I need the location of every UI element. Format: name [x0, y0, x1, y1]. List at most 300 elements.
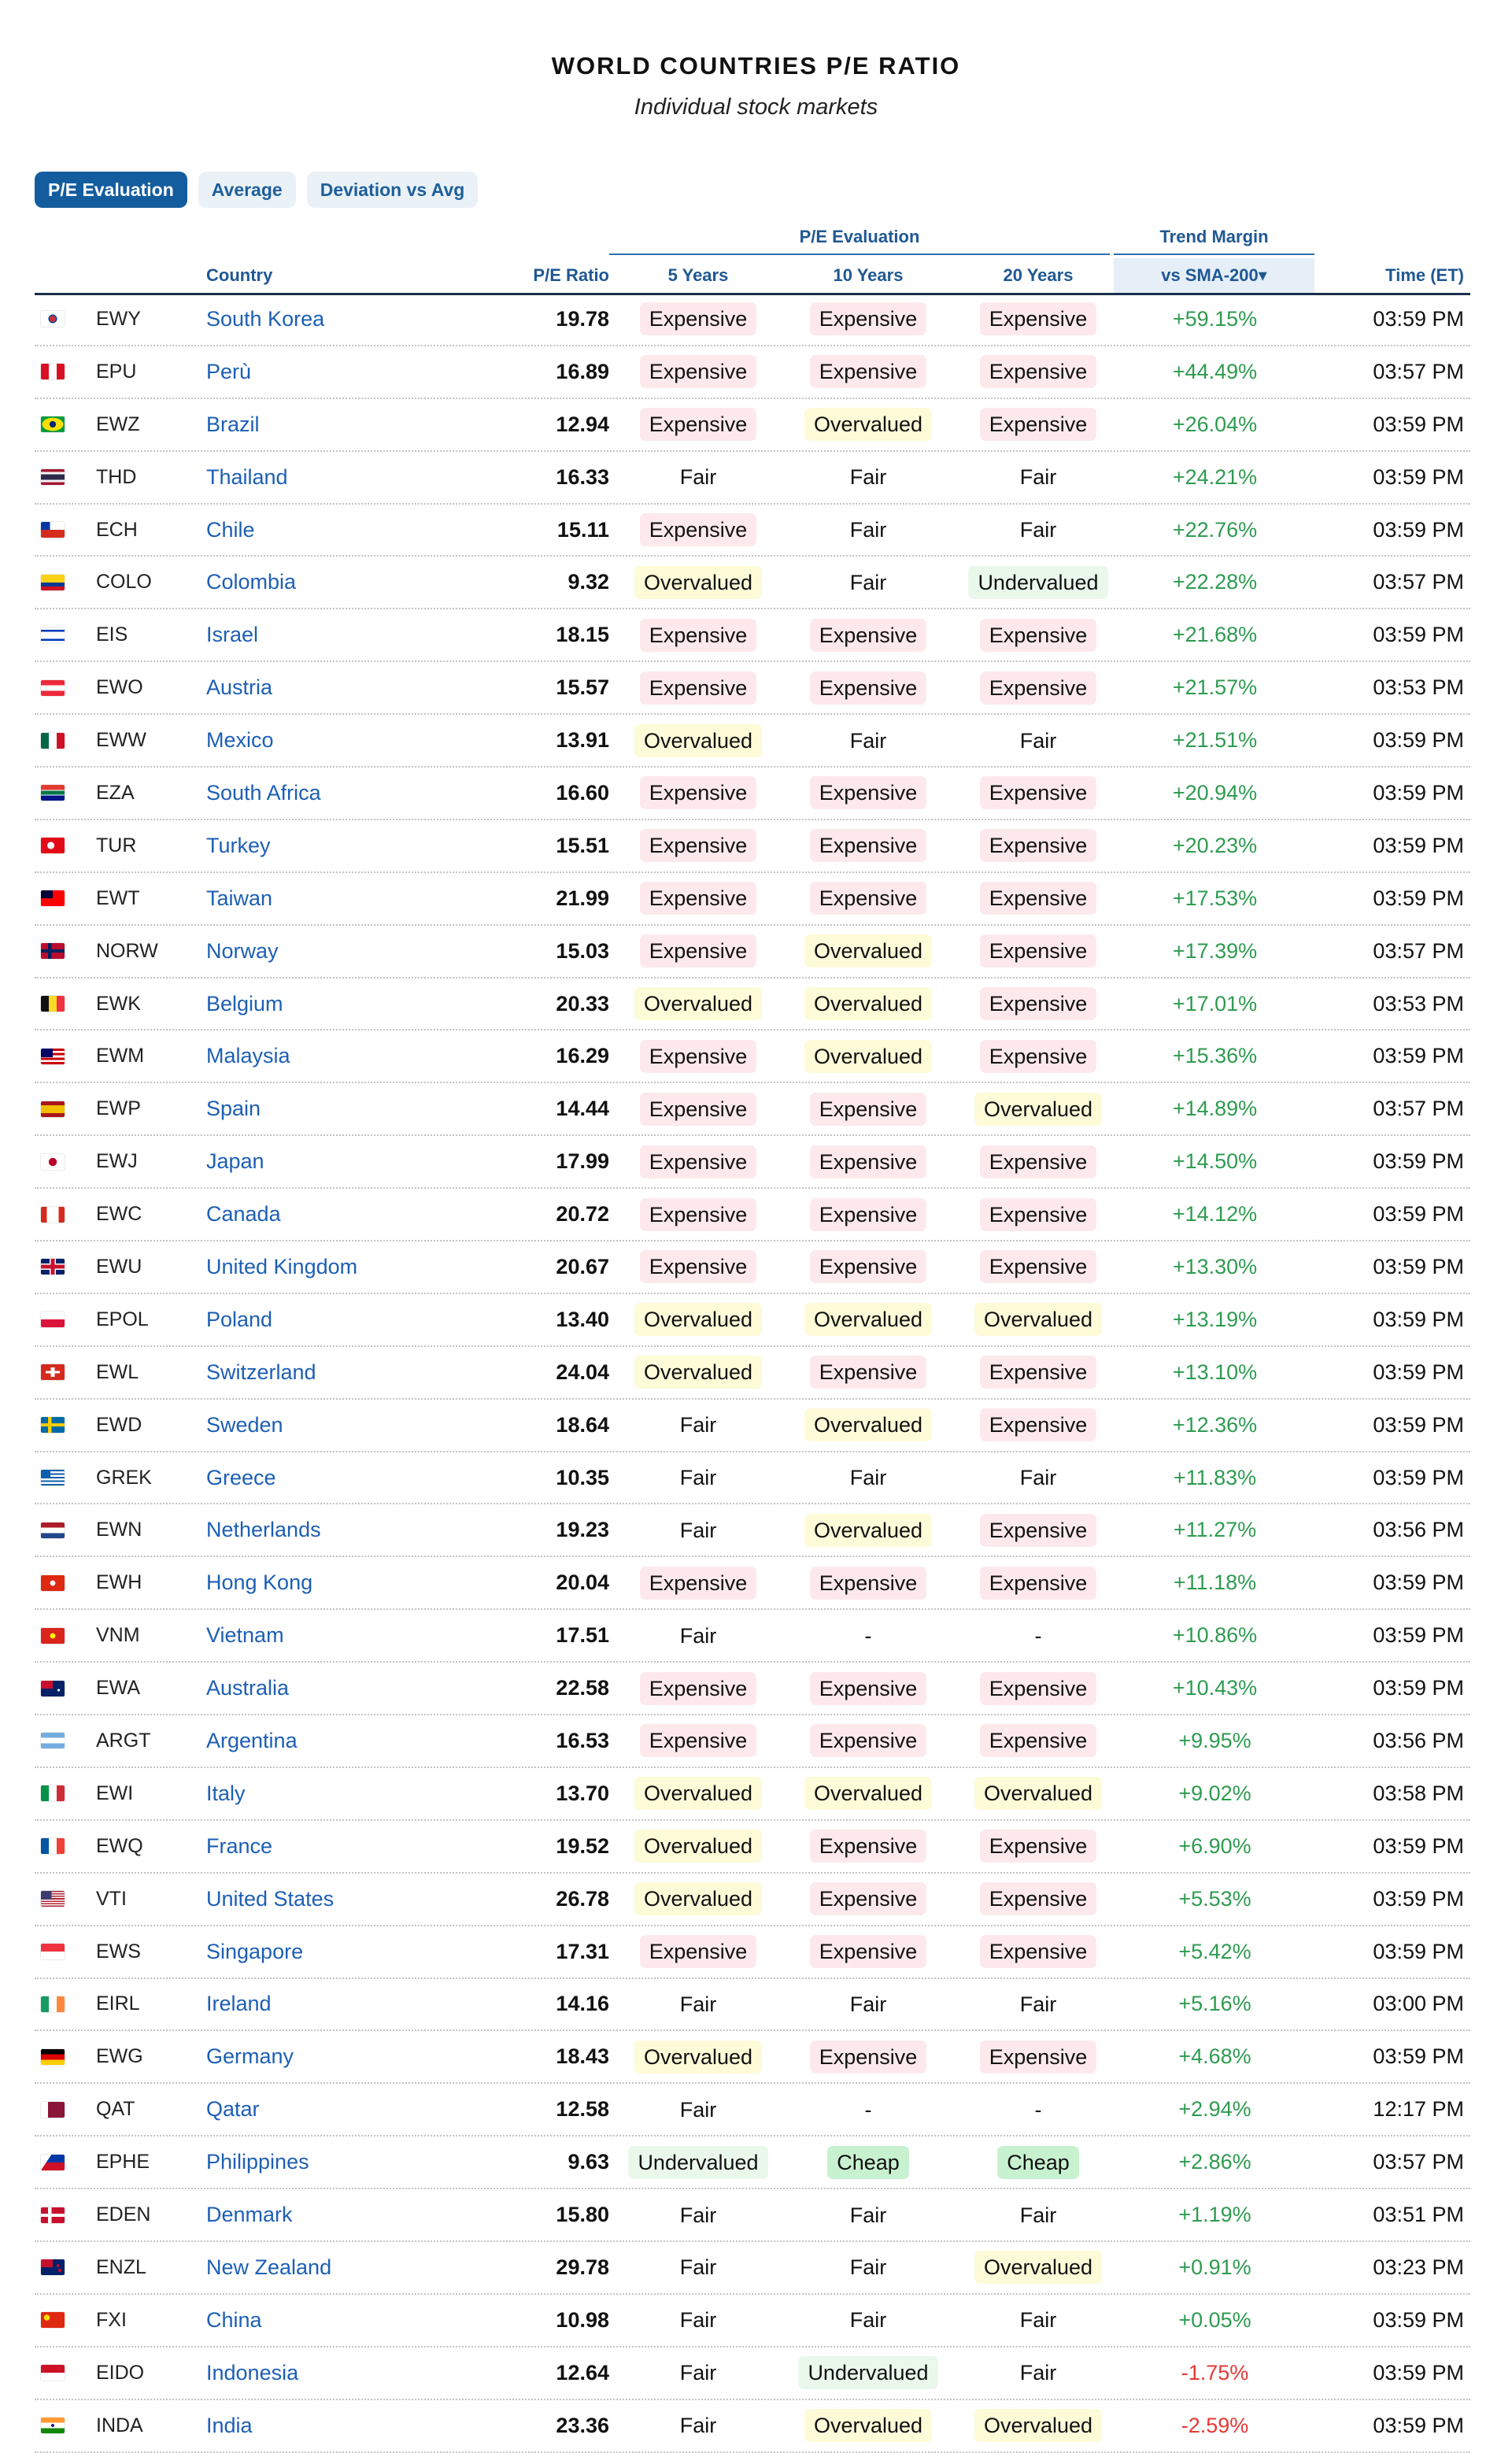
pe-ratio-value: 9.32 — [567, 570, 609, 594]
evaluation-badge: Fair — [679, 2361, 717, 2385]
country-link[interactable]: Chile — [206, 517, 255, 542]
update-time: 03:59 PM — [1373, 886, 1464, 910]
ticker-symbol: ENZL — [96, 2255, 146, 2278]
evaluation-badge: Overvalued — [974, 1303, 1102, 1336]
update-time: 03:59 PM — [1373, 2413, 1464, 2437]
update-time: 03:00 PM — [1373, 1992, 1464, 2016]
country-link[interactable]: Colombia — [206, 570, 297, 594]
evaluation-cell-y20 — [954, 346, 1122, 398]
ticker-symbol: EWC — [96, 1203, 142, 1226]
update-time: 03:59 PM — [1373, 1623, 1464, 1648]
evaluation-cell-y20 — [954, 1557, 1122, 1608]
ar-flag-icon — [41, 1733, 65, 1748]
evaluation-badge: Fair — [679, 2097, 717, 2122]
trend-margin-value: +5.42% — [1178, 1939, 1251, 1963]
table-row[interactable] — [35, 926, 1470, 979]
evaluation-badge: Fair — [849, 465, 887, 490]
table-row[interactable] — [35, 1030, 1470, 1083]
pe-ratio-value: 18.15 — [556, 623, 609, 647]
evaluation-cell-y10 — [784, 1241, 952, 1293]
update-time: 03:59 PM — [1373, 1412, 1464, 1437]
evaluation-cell-y20 — [954, 662, 1122, 713]
update-time: 03:59 PM — [1373, 1676, 1464, 1700]
evaluation-badge: Expensive — [640, 1093, 757, 1126]
table-row[interactable] — [35, 1821, 1470, 1874]
evaluation-badge: Overvalued — [634, 1882, 762, 1915]
evaluation-cell-y5 — [614, 1874, 782, 1925]
ticker-symbol: EWS — [96, 1940, 141, 1963]
pe-ratio-value: 20.67 — [556, 1254, 609, 1278]
table-row[interactable] — [35, 2084, 1470, 2137]
table-row[interactable] — [35, 2031, 1470, 2084]
evaluation-badge: Expensive — [810, 1672, 927, 1705]
pe-ratio-value: 14.16 — [556, 1992, 609, 2016]
column-header-vs-sma-200[interactable]: vs SMA-200▾ — [1114, 258, 1314, 293]
evaluation-badge: Fair — [849, 570, 887, 594]
evaluation-badge: Fair — [679, 2255, 717, 2280]
evaluation-badge: Fair — [849, 2308, 887, 2333]
evaluation-cell-y10 — [784, 2348, 952, 2399]
pe-ratio-value: 29.78 — [556, 2255, 609, 2279]
update-time: 03:59 PM — [1373, 1149, 1464, 1174]
evaluation-cell-y10 — [784, 1557, 952, 1608]
ticker-symbol: FXI — [96, 2308, 127, 2331]
country-link[interactable]: Norway — [206, 938, 279, 963]
evaluation-badge: Expensive — [980, 1672, 1097, 1705]
table-row[interactable] — [35, 1241, 1470, 1294]
country-link[interactable]: Netherlands — [206, 1518, 321, 1542]
country-link[interactable]: United States — [206, 1886, 335, 1911]
table-row[interactable] — [35, 1504, 1470, 1557]
country-link[interactable]: Ireland — [206, 1992, 272, 2016]
country-link[interactable]: Perù — [206, 359, 252, 383]
evaluation-badge: Expensive — [640, 1145, 757, 1178]
evaluation-cell-y10 — [784, 662, 952, 713]
pe-ratio-value: 15.57 — [556, 675, 609, 700]
table-row[interactable] — [35, 294, 1470, 346]
pe-ratio-value: 15.11 — [556, 517, 609, 542]
ticker-symbol: THD — [96, 465, 137, 488]
country-link[interactable]: Brazil — [206, 412, 260, 436]
evaluation-cell-y5 — [614, 1715, 782, 1767]
evaluation-badge: Expensive — [980, 2040, 1097, 2074]
evaluation-badge: Expensive — [640, 1672, 757, 1705]
country-link[interactable]: Denmark — [206, 2203, 293, 2226]
table-row[interactable] — [35, 1874, 1470, 1926]
evaluation-badge: Expensive — [810, 1882, 927, 1915]
country-link[interactable]: Mexico — [206, 728, 274, 753]
evaluation-cell-y5 — [614, 768, 782, 819]
evaluation-badge: Expensive — [640, 776, 757, 809]
table-row[interactable] — [35, 1768, 1470, 1821]
update-time: 03:59 PM — [1373, 464, 1464, 489]
country-link[interactable]: Thailand — [206, 464, 288, 489]
sg-flag-icon — [41, 1944, 65, 1959]
pe-ratio-value: 15.51 — [556, 833, 609, 857]
evaluation-badge: Overvalued — [634, 566, 762, 599]
column-header-10-years[interactable]: 10 Years — [833, 265, 904, 285]
country-link[interactable]: Sweden — [206, 1412, 283, 1437]
table-row[interactable] — [35, 1083, 1470, 1136]
hk-flag-icon — [41, 1575, 65, 1591]
evaluation-badge: Undervalued — [798, 2356, 937, 2389]
table-row[interactable] — [35, 662, 1470, 715]
evaluation-cell-y20 — [954, 1610, 1122, 1661]
country-link[interactable]: Austria — [206, 675, 273, 700]
evaluation-badge: Expensive — [810, 2040, 927, 2074]
trend-margin-value: +4.68% — [1178, 2044, 1251, 2069]
table-row[interactable] — [35, 1189, 1470, 1241]
ticker-symbol: EWG — [96, 2045, 143, 2068]
evaluation-cell-y10 — [784, 2084, 952, 2135]
country-link[interactable]: Canada — [206, 1202, 281, 1226]
table-row[interactable] — [35, 609, 1470, 662]
evaluation-cell-y10 — [784, 768, 952, 819]
evaluation-badge: Expensive — [810, 1356, 927, 1389]
pe-ratio-value: 19.52 — [556, 1833, 609, 1858]
evaluation-badge: Expensive — [980, 1935, 1097, 1968]
country-link[interactable]: Switzerland — [206, 1360, 316, 1384]
evaluation-badge: Expensive — [980, 1724, 1097, 1757]
evaluation-cell-y10 — [784, 1189, 952, 1240]
pe-ratio-value: 17.31 — [556, 1939, 609, 1963]
pe-ratio-value: 12.64 — [556, 2360, 609, 2385]
pe-ratio-value: 15.03 — [556, 938, 609, 963]
table-row[interactable] — [35, 1400, 1470, 1452]
country-link[interactable]: Spain — [206, 1097, 261, 1121]
evaluation-cell-y20 — [954, 1400, 1122, 1451]
table-row[interactable] — [35, 2137, 1470, 2189]
evaluation-badge: Overvalued — [974, 1777, 1102, 1810]
evaluation-cell-y20 — [954, 1136, 1122, 1187]
evaluation-cell-y5 — [614, 2189, 782, 2240]
table-row[interactable] — [35, 1926, 1470, 1979]
evaluation-badge: Overvalued — [804, 987, 932, 1020]
evaluation-cell-y10 — [784, 873, 952, 924]
update-time: 03:59 PM — [1373, 1886, 1464, 1911]
evaluation-badge: Fair — [679, 2203, 717, 2227]
evaluation-badge: Expensive — [980, 1145, 1097, 1178]
evaluation-badge: Overvalued — [634, 2040, 762, 2074]
be-flag-icon — [41, 996, 65, 1012]
pe-ratio-value: 19.23 — [556, 1518, 609, 1542]
update-time: 03:56 PM — [1373, 1518, 1464, 1542]
ticker-symbol: GREK — [96, 1466, 152, 1489]
evaluation-cell-y20 — [954, 2348, 1122, 2399]
nl-flag-icon — [41, 1522, 65, 1538]
page-subtitle: Individual stock markets — [634, 94, 878, 120]
table-row[interactable] — [35, 820, 1470, 873]
update-time: 03:59 PM — [1373, 1939, 1464, 1963]
update-time: 03:57 PM — [1373, 938, 1464, 963]
country-link[interactable]: India — [206, 2413, 253, 2437]
trend-margin-value: +5.16% — [1178, 1992, 1251, 2016]
ticker-symbol: EWT — [96, 886, 140, 909]
ticker-symbol: EIS — [96, 623, 128, 646]
evaluation-badge: Fair — [679, 1992, 717, 2016]
pe-ratio-value: 12.58 — [556, 2097, 609, 2122]
evaluation-badge: Expensive — [640, 1935, 757, 1968]
table-row[interactable] — [35, 2400, 1470, 2453]
update-time: 03:59 PM — [1373, 2307, 1464, 2332]
evaluation-cell-y20 — [954, 1347, 1122, 1398]
evaluation-cell-y20 — [954, 294, 1122, 345]
evaluation-badge: Expensive — [810, 776, 927, 809]
table-row[interactable] — [35, 346, 1470, 399]
evaluation-cell-y10 — [784, 1715, 952, 1767]
country-link[interactable]: Hong Kong — [206, 1571, 313, 1595]
evaluation-cell-y20 — [954, 1926, 1122, 1978]
countries-table-body — [35, 294, 1470, 2453]
evaluation-badge: Fair — [679, 465, 717, 490]
es-flag-icon — [41, 1101, 65, 1117]
evaluation-cell-y20 — [954, 1715, 1122, 1767]
country-link[interactable]: Israel — [206, 623, 259, 647]
evaluation-badge: Overvalued — [634, 1303, 762, 1336]
country-link[interactable]: Australia — [206, 1676, 290, 1700]
cl-flag-icon — [41, 522, 65, 538]
evaluation-badge: Undervalued — [968, 566, 1107, 599]
ticker-symbol: INDA — [96, 2414, 143, 2436]
table-row[interactable] — [35, 1610, 1470, 1663]
evaluation-cell-y10 — [784, 1347, 952, 1398]
evaluation-cell-y10 — [784, 399, 952, 450]
country-link[interactable]: Taiwan — [206, 886, 273, 910]
evaluation-badge: Expensive — [640, 934, 757, 968]
evaluation-cell-y20 — [954, 1189, 1122, 1240]
evaluation-cell-y5 — [614, 1979, 782, 2030]
za-flag-icon — [41, 785, 65, 801]
evaluation-badge: Expensive — [640, 513, 757, 546]
evaluation-badge: Expensive — [640, 619, 757, 652]
pe-ratio-value: 12.94 — [556, 412, 609, 436]
cn-flag-icon — [41, 2312, 65, 2328]
ticker-symbol: EWW — [96, 729, 146, 752]
table-row[interactable] — [35, 2348, 1470, 2400]
update-time: 03:59 PM — [1373, 1360, 1464, 1384]
ticker-symbol: QAT — [96, 2098, 135, 2121]
evaluation-cell-y20 — [954, 557, 1122, 608]
evaluation-cell-y5 — [614, 1821, 782, 1872]
table-row[interactable] — [35, 979, 1470, 1031]
evaluation-cell-y5 — [614, 662, 782, 713]
table-row[interactable] — [35, 1294, 1470, 1347]
country-link[interactable]: Italy — [206, 1781, 246, 1805]
pe-ratio-value: 17.99 — [556, 1149, 609, 1174]
tw-flag-icon — [41, 890, 65, 906]
tab-deviation-vs-avg[interactable]: Deviation vs Avg — [307, 172, 479, 208]
country-link[interactable]: South Korea — [206, 306, 325, 331]
trend-margin-value: +59.15% — [1172, 306, 1258, 331]
trend-margin-value: +17.01% — [1172, 991, 1258, 1016]
evaluation-cell-y10 — [784, 557, 952, 608]
country-link[interactable]: Belgium — [206, 991, 283, 1016]
evaluation-badge: Overvalued — [804, 1303, 932, 1336]
table-row[interactable] — [35, 2295, 1470, 2348]
evaluation-badge: Expensive — [980, 1250, 1097, 1283]
table-row[interactable] — [35, 452, 1470, 505]
update-time: 03:53 PM — [1373, 991, 1464, 1016]
pe-ratio-value: 14.44 — [556, 1097, 609, 1121]
trend-margin-value: +20.23% — [1172, 833, 1258, 857]
il-flag-icon — [41, 627, 65, 643]
country-link[interactable]: United Kingdom — [206, 1254, 358, 1278]
trend-margin-value: +2.94% — [1178, 2097, 1251, 2122]
evaluation-badge: Expensive — [810, 302, 927, 335]
evaluation-badge: Expensive — [810, 1145, 927, 1178]
evaluation-badge: Expensive — [980, 1198, 1097, 1231]
trend-margin-value: +12.36% — [1172, 1412, 1258, 1437]
evaluation-badge: Overvalued — [634, 1777, 762, 1810]
table-row[interactable] — [35, 557, 1470, 609]
evaluation-badge: Overvalued — [974, 2251, 1102, 2284]
evaluation-badge: Expensive — [810, 355, 927, 388]
country-link[interactable]: France — [206, 1833, 273, 1858]
ca-flag-icon — [41, 1207, 65, 1223]
evaluation-badge: Fair — [1019, 1992, 1057, 2016]
evaluation-badge: Expensive — [810, 882, 927, 915]
column-header-time[interactable]: Time (ET) — [1385, 265, 1464, 285]
evaluation-cell-y5 — [614, 926, 782, 977]
evaluation-badge: Expensive — [640, 1250, 757, 1283]
update-time: 03:59 PM — [1373, 1044, 1464, 1068]
country-link[interactable]: Argentina — [206, 1728, 298, 1752]
table-row[interactable] — [35, 1136, 1470, 1189]
table-row[interactable] — [35, 1715, 1470, 1768]
country-link[interactable]: Turkey — [206, 833, 271, 857]
trend-margin-value: -2.59% — [1181, 2413, 1249, 2437]
evaluation-badge: Fair — [849, 518, 887, 542]
evaluation-badge: Fair — [849, 2203, 887, 2227]
evaluation-badge: Expensive — [980, 302, 1097, 335]
ticker-symbol: NORW — [96, 939, 158, 962]
evaluation-badge: Fair — [679, 1466, 717, 1490]
evaluation-badge: Overvalued — [804, 2409, 932, 2442]
ticker-symbol: EWH — [96, 1571, 142, 1594]
country-link[interactable]: New Zealand — [206, 2255, 332, 2279]
ticker-symbol: EWU — [96, 1255, 142, 1278]
table-row[interactable] — [35, 873, 1470, 926]
table-row[interactable] — [35, 1663, 1470, 1715]
evaluation-cell-y10 — [784, 452, 952, 503]
pl-flag-icon — [41, 1312, 65, 1327]
evaluation-cell-y10 — [784, 1610, 952, 1661]
table-row[interactable] — [35, 399, 1470, 452]
country-link[interactable]: Malaysia — [206, 1044, 290, 1068]
column-header-country[interactable]: Country — [206, 265, 273, 285]
jp-flag-icon — [41, 1154, 65, 1170]
evaluation-badge: Overvalued — [634, 987, 762, 1020]
country-link[interactable]: South Africa — [206, 780, 321, 805]
trend-margin-value: +9.02% — [1178, 1781, 1251, 1805]
trend-margin-value: +13.19% — [1172, 1307, 1258, 1331]
country-link[interactable]: Japan — [206, 1149, 264, 1174]
update-time: 03:57 PM — [1373, 570, 1464, 594]
fr-flag-icon — [41, 1838, 65, 1854]
ticker-symbol: EWZ — [96, 413, 140, 435]
ie-flag-icon — [41, 1996, 65, 2012]
evaluation-cell-y5 — [614, 346, 782, 398]
ticker-symbol: EPOL — [96, 1308, 149, 1330]
ticker-symbol: EWK — [96, 992, 141, 1015]
table-row[interactable] — [35, 1452, 1470, 1505]
update-time: 03:59 PM — [1373, 412, 1464, 436]
table-row[interactable] — [35, 1557, 1470, 1610]
ticker-symbol: ARGT — [96, 1729, 151, 1752]
evaluation-cell-y10 — [784, 2295, 952, 2346]
evaluation-cell-y20 — [954, 820, 1122, 871]
table-row[interactable] — [35, 2189, 1470, 2242]
update-time: 03:59 PM — [1373, 833, 1464, 857]
country-link[interactable]: Singapore — [206, 1939, 304, 1963]
country-link[interactable]: Philippines — [206, 2150, 309, 2174]
ticker-symbol: EWA — [96, 1677, 141, 1700]
ph-flag-icon — [41, 2155, 65, 2170]
country-link[interactable]: Qatar — [206, 2097, 260, 2122]
table-row[interactable] — [35, 715, 1470, 768]
evaluation-badge: Expensive — [980, 1408, 1097, 1441]
evaluation-cell-y20 — [954, 2400, 1122, 2451]
evaluation-badge: Cheap — [997, 2146, 1079, 2179]
evaluation-cell-y20 — [954, 399, 1122, 450]
evaluation-badge: Expensive — [980, 1514, 1097, 1547]
evaluation-badge: Expensive — [980, 1830, 1097, 1863]
mx-flag-icon — [41, 733, 65, 749]
page-title: WORLD COUNTRIES P/E RATIO — [551, 52, 961, 80]
table-row[interactable] — [35, 505, 1470, 557]
trend-margin-value: +1.19% — [1178, 2203, 1251, 2226]
evaluation-cell-y20 — [954, 1874, 1122, 1925]
evaluation-badge: Expensive — [810, 1935, 927, 1968]
country-link[interactable]: Indonesia — [206, 2360, 299, 2385]
evaluation-cell-y5 — [614, 1610, 782, 1661]
evaluation-badge: Overvalued — [804, 1777, 932, 1810]
co-flag-icon — [41, 575, 65, 590]
table-row[interactable] — [35, 1979, 1470, 2032]
tab-pe-evaluation[interactable]: P/E Evaluation — [35, 172, 187, 208]
country-link[interactable]: Poland — [206, 1307, 273, 1331]
column-header-pe-ratio[interactable]: P/E Ratio — [533, 265, 609, 285]
pe-ratio-value: 10.98 — [556, 2307, 609, 2332]
ticker-symbol: ECH — [96, 518, 138, 541]
column-header-20-years[interactable]: 20 Years — [1003, 265, 1074, 285]
evaluation-badge: Expensive — [980, 619, 1097, 652]
ticker-symbol: EPHE — [96, 2151, 150, 2174]
country-link[interactable]: China — [206, 2307, 262, 2332]
column-header-5-years[interactable]: 5 Years — [667, 265, 729, 285]
evaluation-badge: Expensive — [980, 829, 1097, 862]
no-flag-icon — [41, 943, 65, 959]
table-row[interactable] — [35, 768, 1470, 820]
pe-ratio-value: 18.43 — [556, 2044, 609, 2069]
evaluation-badge: Expensive — [810, 1093, 927, 1126]
country-link[interactable]: Vietnam — [206, 1623, 284, 1648]
update-time: 03:59 PM — [1373, 2044, 1464, 2069]
country-link[interactable]: Germany — [206, 2044, 294, 2069]
evaluation-cell-y20 — [954, 2242, 1122, 2293]
evaluation-cell-y5 — [614, 505, 782, 556]
evaluation-badge: Overvalued — [634, 1356, 762, 1389]
update-time: 03:59 PM — [1373, 1307, 1464, 1331]
table-row[interactable] — [35, 2242, 1470, 2295]
country-link[interactable]: Greece — [206, 1465, 276, 1489]
table-row[interactable] — [35, 1347, 1470, 1400]
evaluation-cell-y5 — [614, 2031, 782, 2082]
evaluation-cell-y10 — [784, 1083, 952, 1134]
evaluation-badge: Overvalued — [974, 2409, 1102, 2442]
tab-average[interactable]: Average — [198, 172, 296, 208]
pe-ratio-value: 16.60 — [556, 780, 609, 805]
